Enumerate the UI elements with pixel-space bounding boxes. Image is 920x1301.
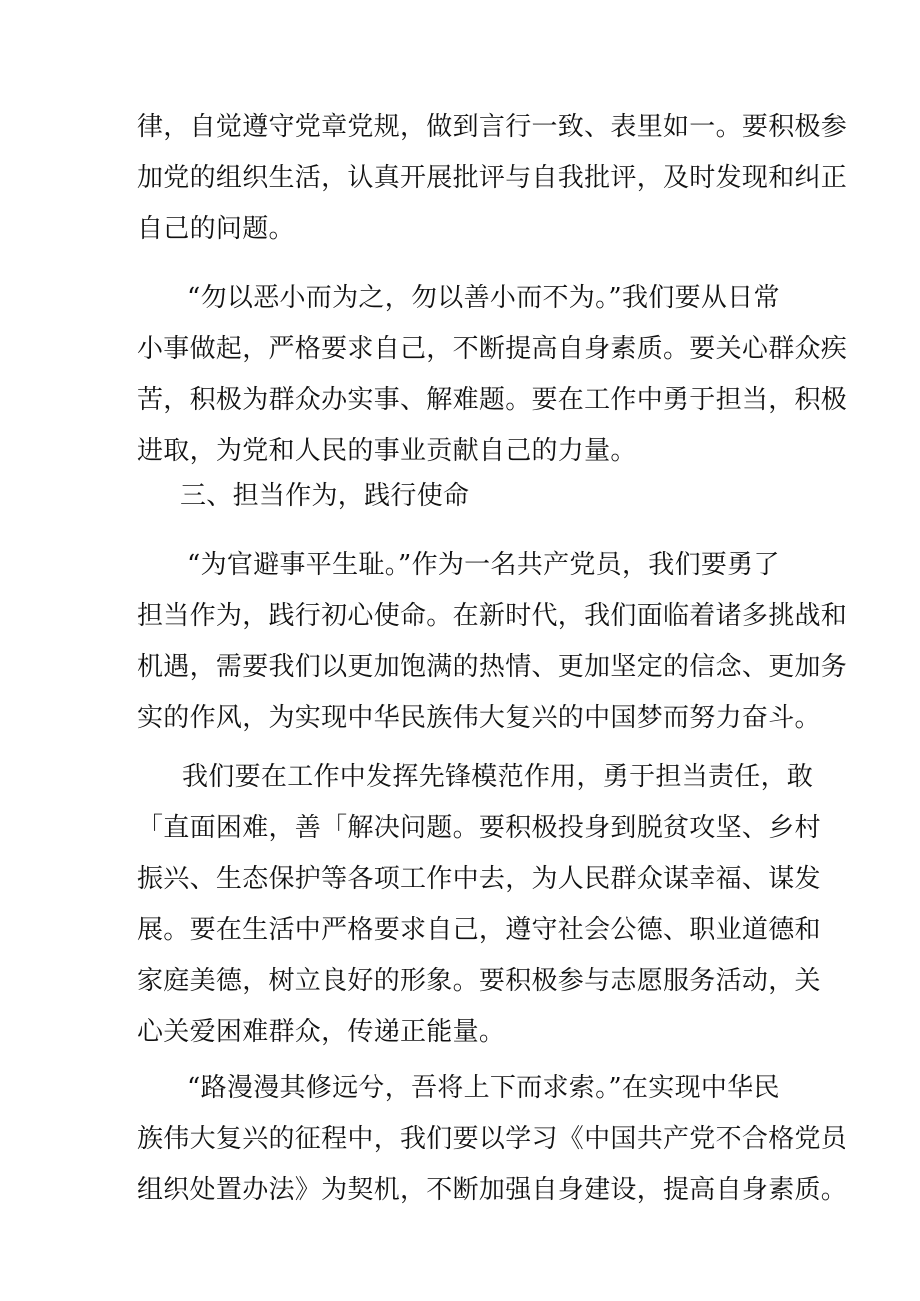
text-line: 振兴、生态保护等各项工作中去，为人民群众谋幸福、谋发 (137, 864, 821, 894)
text-line: 苦，积极为群众办实事、解难题。要在工作中勇于担当，积极 (137, 385, 848, 415)
text-line: 加党的组织生活，认真开展批评与自我批评，及时发现和纠正 (137, 163, 848, 193)
text-line: 律，自觉遵守党章党规，做到言行一致、表里如一。要积极参 (137, 112, 848, 142)
text-line: “为官避事平生耻。”作为一名共产党员，我们要勇了 (187, 550, 780, 580)
text-line: 自己的问题。 (137, 214, 295, 244)
section-heading: 三、担当作为，践行使命 (180, 481, 470, 511)
text-line: 我们要在工作中发挥先锋模范作用，勇于担当责任，敢 (182, 762, 814, 792)
text-line: 心关爱困难群众，传递正能量。 (137, 1017, 506, 1047)
text-line: 小事做起，严格要求自己，不断提高自身素质。要关心群众疾 (137, 334, 848, 364)
text-line: “勿以恶小而为之，勿以善小而不为。”我们要从日常 (187, 283, 780, 313)
text-line: 族伟大复兴的征程中，我们要以学习《中国共产党不合格党员 (137, 1124, 848, 1154)
text-line: 进取，为党和人民的事业贡献自己的力量。 (137, 436, 637, 466)
text-line: “路漫漫其修远兮，吾将上下而求索。”在实现中华民 (187, 1073, 780, 1103)
text-line: 机遇，需要我们以更加饱满的热情、更加坚定的信念、更加务 (137, 652, 848, 682)
text-line: 担当作为，践行初心使命。在新时代，我们面临着诸多挑战和 (137, 601, 848, 631)
text-line: 展。要在生活中严格要求自己，遵守社会公德、职业道德和 (137, 915, 821, 945)
text-line: 「直面困难，善「解决问题。要积极投身到脱贫攻坚、乡村 (137, 813, 821, 843)
text-line: 组织处置办法》为契机，不断加强自身建设，提高自身素质。 (137, 1175, 848, 1205)
text-line: 实的作风，为实现中华民族伟大复兴的中国梦而努力奋斗。 (137, 703, 821, 733)
text-line: 家庭美德，树立良好的形象。要积极参与志愿服务活动，关 (137, 966, 821, 996)
